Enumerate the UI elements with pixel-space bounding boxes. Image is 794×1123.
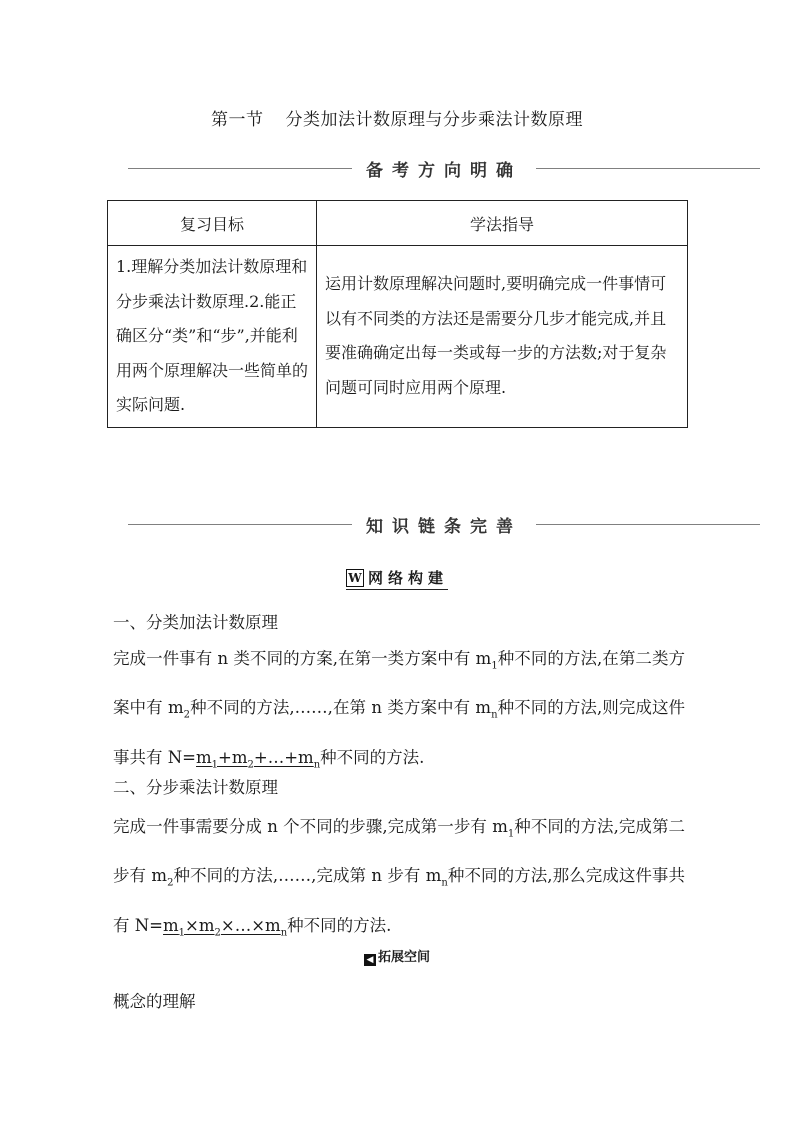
page-title bbox=[0, 105, 794, 130]
table-header-row bbox=[108, 201, 688, 246]
divider-left bbox=[128, 524, 352, 525]
cell-study-method: 运用计数原理解决问题时,要明确完成一件事情可以有不同类的方法还是需要分几步才能完成,并且要准确确定出每一类或每一步的方法数;对于复杂问题可同时应用两个原理. bbox=[317, 246, 688, 428]
principle2-paragraph: 完成一件事需要分成 n 个不同的步骤,完成第一步有 $m_1$种不同的方法,完成第二步有 $m_2$种不同的方法,……,完成第 n 步有 $m_n$种不同的方法,那么完成这件事共有 $N=m_1\times m_2\times\dots\times m_n$种不同的方法. bbox=[113, 817, 685, 938]
divider-right bbox=[536, 168, 760, 169]
section-banner-knowledge-chain bbox=[128, 512, 760, 536]
concept-heading: 概念的理解 bbox=[113, 992, 196, 1011]
network-heading bbox=[0, 567, 794, 590]
extension-heading bbox=[0, 946, 794, 966]
section-number: 第一节 bbox=[211, 110, 264, 130]
principle1-paragraph: 完成一件事有 n 类不同的方案,在第一类方案中有 $m_1$种不同的方法,在第二类方案中有 $m_2$种不同的方法,……,在第 n 类方案中有 $m_n$种不同的方法,则完成这件事共有 $N=m_1+m_2+\dots+m_n$种不同的方法. bbox=[113, 649, 686, 770]
divider-left bbox=[128, 168, 352, 169]
header-review-goal: 复习目标 bbox=[108, 201, 317, 246]
product-formula: $m_1\times m_2\times\dots\times m_n$ bbox=[163, 915, 288, 938]
table-row bbox=[108, 246, 688, 428]
cell-review-goal: 1.理解分类加法计数原理和分步乘法计数原理.2.能正确区分“类”和“步”,并能利用两个原理解决一些简单的实际问题. bbox=[108, 246, 317, 428]
divider-right bbox=[536, 524, 760, 525]
network-label: 网络构建 bbox=[367, 569, 448, 587]
w-logo-icon: W bbox=[346, 569, 364, 587]
section-banner-exam-direction bbox=[128, 156, 760, 180]
goals-table bbox=[107, 200, 688, 428]
principle1-heading: 一、分类加法计数原理 bbox=[113, 613, 278, 632]
section-label: 知识链条完善 bbox=[366, 516, 522, 537]
section-title: 分类加法计数原理与分步乘法计数原理 bbox=[285, 110, 583, 130]
speaker-icon: ◀ bbox=[364, 954, 376, 966]
header-study-method: 学法指导 bbox=[317, 201, 688, 246]
principle2-heading: 二、分步乘法计数原理 bbox=[113, 778, 278, 797]
extension-label: 拓展空间 bbox=[377, 950, 430, 965]
section-label: 备考方向明确 bbox=[366, 160, 522, 181]
sum-formula: $m_1+m_2+\dots+m_n$ bbox=[196, 747, 321, 770]
